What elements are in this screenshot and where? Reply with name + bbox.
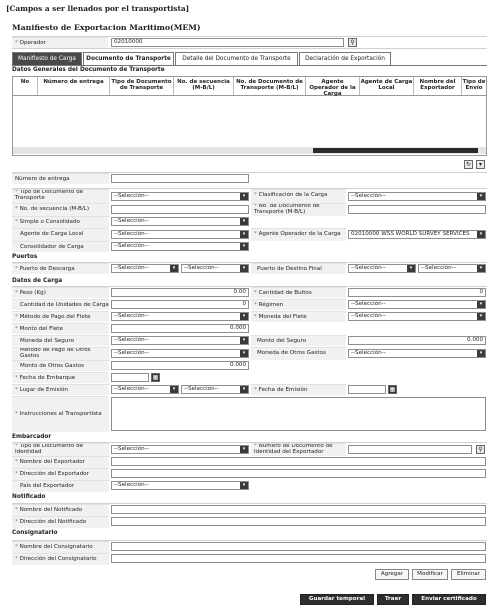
scrollbar-thumb[interactable]: [313, 148, 478, 153]
moneda-flete-label: * Moneda del Flete: [251, 311, 346, 322]
tab-documento-de-transporte[interactable]: Documento de Transporte: [83, 52, 174, 65]
consolidador-label: Consolidador de Carga: [12, 241, 109, 252]
moneda-seguro-label: Moneda del Seguro: [12, 335, 109, 346]
datos-carga-title: Datos de Carga: [12, 278, 63, 284]
tipo-doc-identidad-select[interactable]: --Selección-- ▾: [111, 445, 249, 454]
nombre-exportador-label: * Nombre del Exportador: [12, 456, 109, 468]
puertos-title: Puertos: [12, 254, 38, 260]
guardar-temporal-button[interactable]: Guardar temporal: [300, 594, 374, 605]
direccion-consignatario-label: * Dirección del Consignatario: [12, 553, 109, 565]
no-documento-label: * No. de Documento de Transporte (M-B/L): [251, 203, 346, 216]
metodo-otros-label: Método de Pago de Otros Gastos: [12, 347, 109, 360]
grid-col-no-documento: No. de Documento de Transporte (M-B/L): [234, 77, 306, 95]
grid-title: Datos Generales del Documento de Transporte: [12, 67, 165, 73]
enviar-certificado-button[interactable]: Enviar certificado: [412, 594, 486, 605]
bultos-input[interactable]: 0: [348, 288, 486, 297]
agente-operador-label: * Agente Operador de la Carga: [251, 228, 346, 241]
grid-col-numero-entrega: Número de entrega: [38, 77, 110, 95]
direccion-exportador-input[interactable]: [111, 469, 486, 478]
tab-manifiesto-de-carga[interactable]: Manifiesto de Carga: [12, 52, 82, 65]
agente-local-label: Agente de Carga Local: [12, 228, 109, 241]
instrucciones-label: * Instrucciones al Transportista: [12, 396, 109, 432]
tab-detalle-documento[interactable]: Detalle del Documento de Transporte: [175, 52, 298, 65]
page-title: Manifiesto de Exportacion Maritimo(MEM): [12, 23, 201, 32]
lugar-emision-label: * Lugar de Emisión: [12, 384, 109, 395]
monto-otros-label: Monto de Otros Gastos: [12, 360, 109, 371]
direccion-notificado-label: * Dirección del Notificado: [12, 516, 109, 528]
calendar-icon[interactable]: ▦: [389, 386, 396, 393]
no-secuencia-label: * No. de secuencia (M-B/L): [12, 203, 109, 216]
grid-scrollbar[interactable]: [13, 147, 486, 154]
simple-consolidado-select[interactable]: --Selección-- ▾: [111, 217, 249, 226]
lugar-emision-select[interactable]: --Selección-- ▾: [181, 385, 249, 394]
tipo-doc-label: * Tipo de Documento de Transporte: [12, 189, 109, 203]
numero-doc-identidad-label: * Numero de Documento de Identidad del Exportador: [251, 443, 346, 456]
no-documento-input[interactable]: [348, 205, 486, 214]
agente-local-select[interactable]: --Selección-- ▾: [111, 230, 249, 239]
nombre-exportador-input[interactable]: [111, 457, 486, 466]
calendar-icon[interactable]: ▦: [152, 374, 159, 381]
grid-col-exportador: Nombre del Exportador: [414, 77, 462, 95]
clasificacion-label: * Clasificación de la Carga: [251, 189, 346, 203]
peso-input[interactable]: 0.00: [111, 288, 249, 297]
moneda-flete-select[interactable]: --Selección-- ▾: [348, 312, 486, 321]
regimen-label: * Régimen: [251, 299, 346, 310]
page-header: [Campos a ser llenados por el transportista]: [6, 4, 190, 13]
metodo-flete-select[interactable]: --Selección-- ▾: [111, 312, 249, 321]
fecha-embarque-label: * Fecha de Embarque: [12, 372, 109, 383]
puerto-descarga-select[interactable]: --Selección-- ▾: [181, 264, 249, 273]
instrucciones-textarea[interactable]: [111, 397, 486, 431]
pais-exportador-select[interactable]: --Selección-- ▾: [111, 481, 249, 490]
operator-input[interactable]: 02010000: [111, 38, 344, 47]
nombre-consignatario-label: * Nombre del Consignatario: [12, 541, 109, 553]
no-secuencia-input[interactable]: [111, 205, 249, 214]
simple-consolidado-label: * Simple o Consolidado: [12, 216, 109, 228]
agente-operador-select[interactable]: 02010000 WSS WORLD SURVEY SERVICES ▾: [348, 230, 486, 239]
grid-col-no: No: [13, 77, 38, 95]
tipo-doc-select[interactable]: --Selección-- ▾: [111, 192, 249, 201]
puerto-destino-pais-select[interactable]: --Selección-- ▾: [348, 264, 416, 273]
metodo-otros-select[interactable]: --Selección-- ▾: [111, 349, 249, 358]
unidades-input[interactable]: 0: [111, 300, 249, 309]
traer-button[interactable]: Traer: [377, 594, 409, 605]
fecha-emision-input[interactable]: [348, 385, 386, 394]
numero-doc-identidad-input[interactable]: [348, 445, 472, 454]
puerto-descarga-pais-select[interactable]: --Selección-- ▾: [111, 264, 179, 273]
grid-col-tipo-envio: Tipo de Envío: [462, 79, 486, 91]
chevron-down-icon[interactable]: ▾: [476, 160, 485, 169]
search-icon[interactable]: ⚲: [476, 445, 485, 454]
eliminar-button[interactable]: Eliminar: [451, 569, 486, 580]
unidades-label: Cantidad de Unidades de Carga: [12, 299, 109, 310]
tipo-doc-identidad-label: * Tipo de Documento de Identidad: [12, 443, 109, 456]
monto-otros-input[interactable]: 0.000: [111, 361, 249, 370]
tab-declaracion-exportacion[interactable]: Declaración de Exportación: [299, 52, 391, 65]
fecha-emision-label: * Fecha de Emisión: [251, 384, 346, 395]
metodo-flete-label: * Método de Pago del Flete: [12, 311, 109, 322]
numero-entrega-input[interactable]: [111, 174, 249, 183]
agregar-button[interactable]: Agregar: [375, 569, 409, 580]
direccion-consignatario-input[interactable]: [111, 554, 486, 563]
grid-col-no-secuencia: No. de secuencia (M-B/L): [174, 77, 234, 95]
grid-col-agente-local: Agente de Carga Local: [360, 77, 414, 95]
consignatario-title: Consignatario: [12, 530, 58, 536]
moneda-otros-label: Moneda de Otros Gastos: [251, 347, 346, 360]
monto-seguro-label: Monto del Seguro: [251, 335, 346, 346]
direccion-notificado-input[interactable]: [111, 517, 486, 526]
direccion-exportador-label: * Dirección del Exportador: [12, 468, 109, 480]
nombre-notificado-label: * Nombre del Notificado: [12, 504, 109, 516]
moneda-seguro-select[interactable]: --Selección-- ▾: [111, 336, 249, 345]
nombre-consignatario-input[interactable]: [111, 542, 486, 551]
consolidador-select[interactable]: --Selección-- ▾: [111, 242, 249, 251]
monto-seguro-input[interactable]: 0.000: [348, 336, 486, 345]
peso-label: * Peso (Kg): [12, 287, 109, 298]
fecha-embarque-input[interactable]: [111, 373, 149, 382]
lugar-emision-pais-select[interactable]: --Selección-- ▾: [111, 385, 179, 394]
notificado-title: Notificado: [12, 494, 46, 500]
moneda-otros-select[interactable]: --Selección-- ▾: [348, 349, 486, 358]
refresh-icon[interactable]: ↻: [465, 161, 472, 168]
pais-exportador-label: País del Exportador: [12, 480, 109, 492]
grid-col-tipo-doc: Tipo de Documento de Transporte: [110, 77, 174, 95]
regimen-select[interactable]: --Selección-- ▾: [348, 300, 486, 309]
grid-col-agente-operador: Agente Operador de la Carga: [306, 77, 360, 95]
embarcador-title: Embarcador: [12, 434, 52, 440]
monto-flete-input[interactable]: 0.000: [111, 324, 249, 333]
puerto-destino-label: Puerto de Destino Final: [251, 263, 346, 274]
clasificacion-select[interactable]: --Selección-- ▾: [348, 192, 486, 201]
search-icon[interactable]: ⚲: [348, 38, 357, 47]
modificar-button[interactable]: Modificar: [412, 569, 448, 580]
bultos-label: * Cantidad de Bultos: [251, 287, 346, 298]
puerto-destino-select[interactable]: --Selección-- ▾: [418, 264, 486, 273]
operator-label: * Operador: [12, 37, 108, 48]
monto-flete-label: * Monto del Flete: [12, 323, 109, 334]
puerto-descarga-label: * Puerto de Descarga: [12, 263, 109, 274]
nombre-notificado-input[interactable]: [111, 505, 486, 514]
numero-entrega-label: Número de entrega: [12, 173, 109, 184]
